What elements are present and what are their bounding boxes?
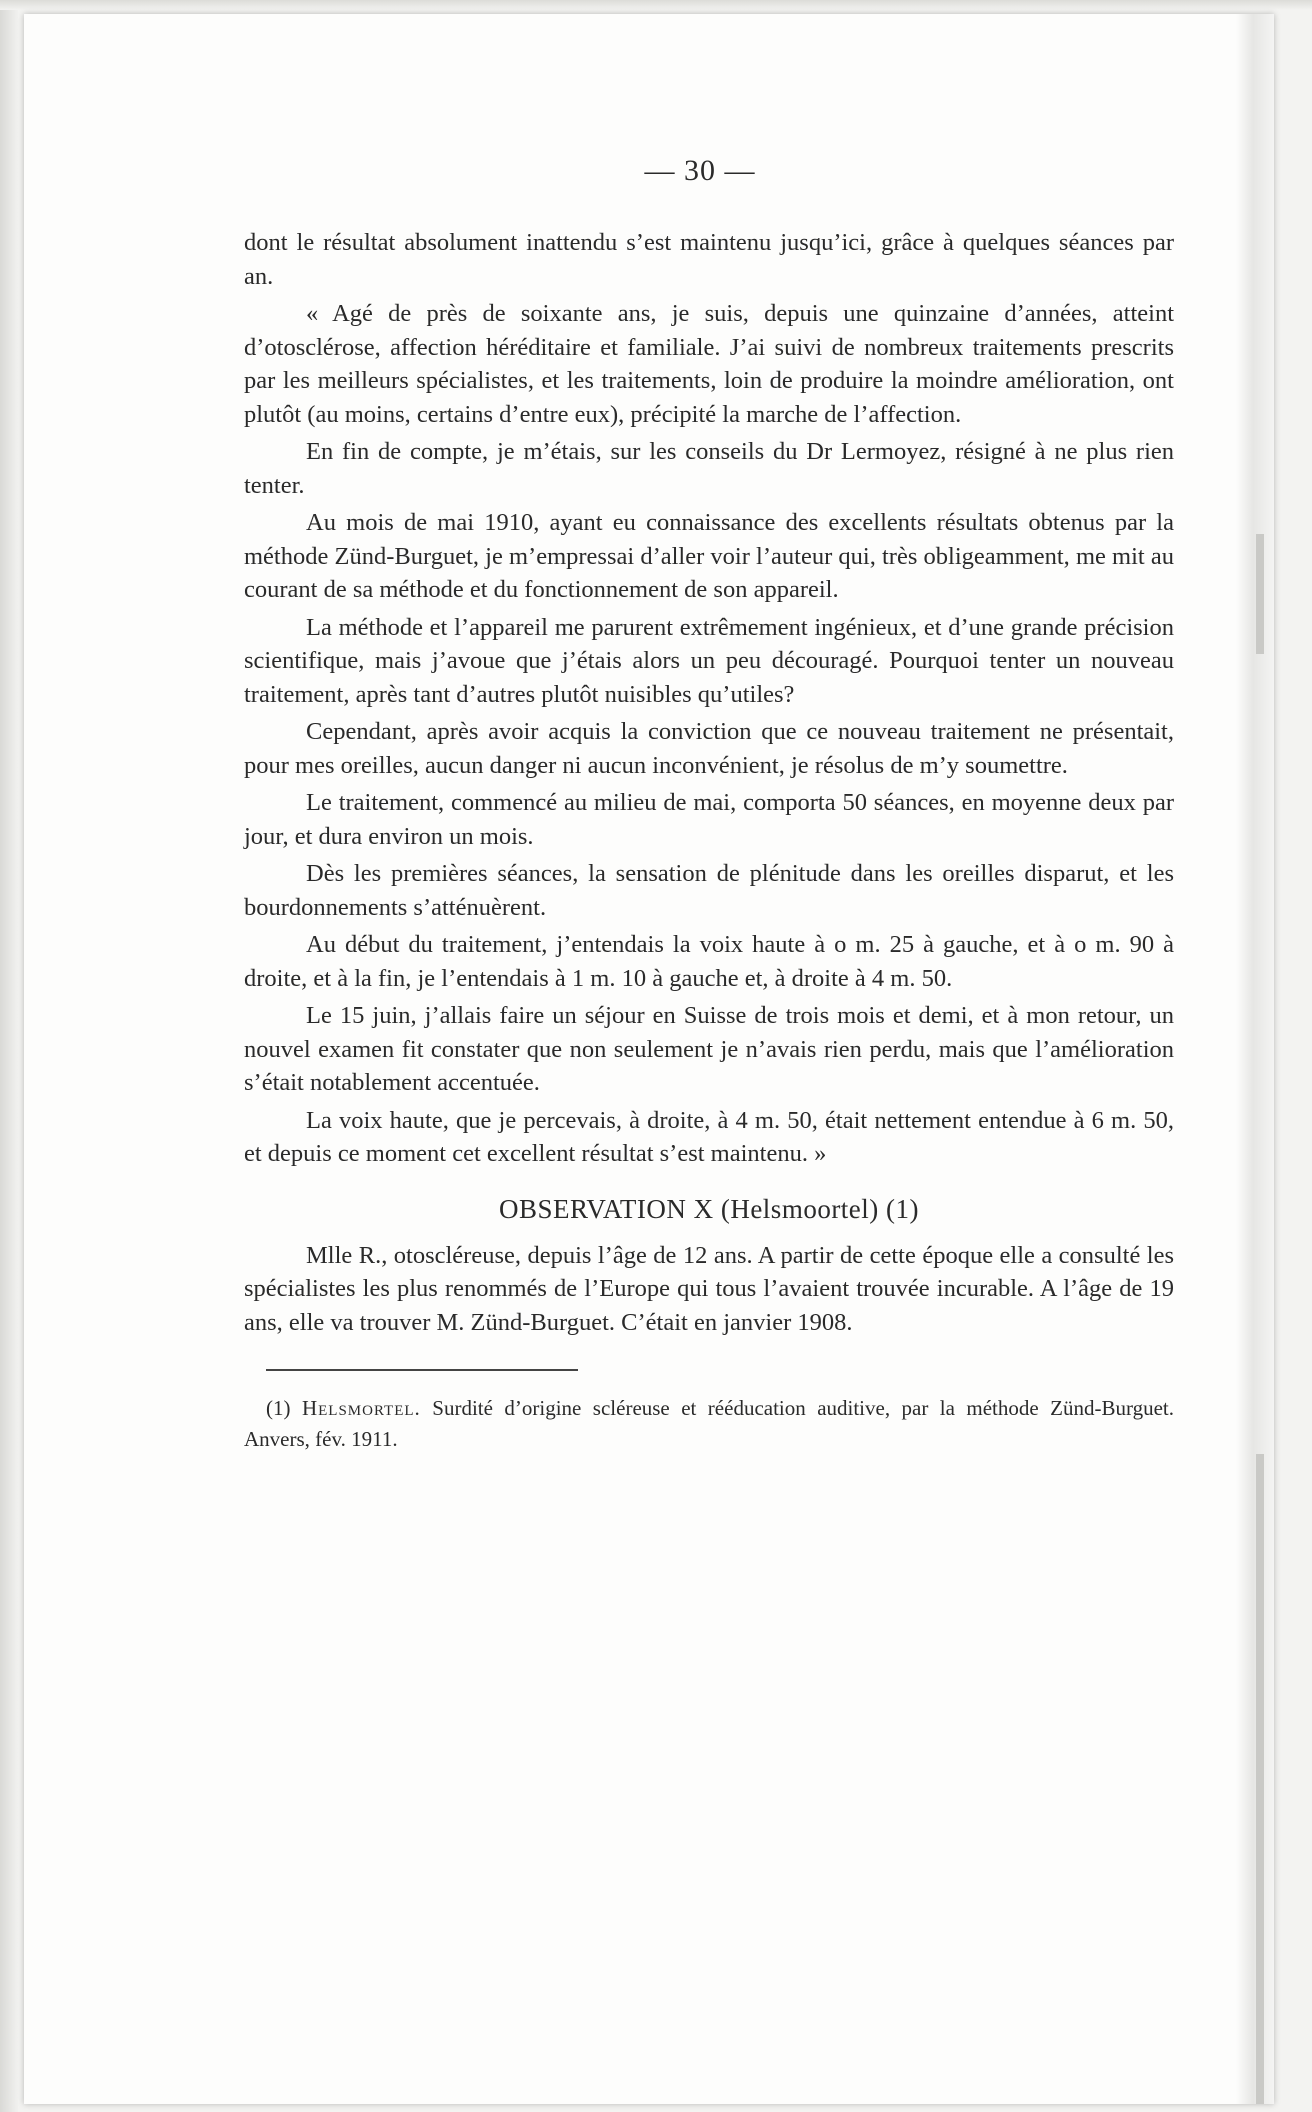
body-text	[244, 226, 1174, 1455]
observation-paragraph: Mlle R., otoscléreuse, depuis l’âge de 12 ans. A partir de cette époque elle a consulté les spécialistes les plus renommés de l’Europe qui tous l’avaient trouvée incurable. A l’âge de 19 ans, elle va trouver M. Zünd-Burguet. C’était en janvier 1908.	[244, 1241, 1174, 1336]
footnote-rule	[266, 1369, 578, 1371]
scan-left-edge	[0, 0, 18, 2112]
scan-top-edge	[0, 0, 1312, 10]
paragraph: dont le résultat absolument inattendu s’est maintenu jusqu’ici, grâce à quelques séances par an.	[244, 229, 1174, 290]
paragraph: Au début du traitement, j’entendais la voix haute à o m. 25 à gauche, et à o m. 90 à droite, et à la fin, je l’entendais à 1 m. 10 à gauche et, à droite à 4 m. 50.	[244, 931, 1174, 992]
paragraph: Cependant, après avoir acquis la conviction que ce nouveau traitement ne présentait, pour mes oreilles, aucun danger ni aucun inconvénient, je résolus de m’y soumettre.	[244, 718, 1174, 779]
paragraph: Au mois de mai 1910, ayant eu connaissance des excellents résultats obtenus par la méthode Zünd-Burguet, je m’empressai d’aller voir l’auteur qui, très obligeamment, me mit au courant de sa méthode et du fonctionnement de son appareil.	[244, 509, 1174, 603]
paragraph: La voix haute, que je percevais, à droite, à 4 m. 50, était nettement entendue à 6 m. 50, et depuis ce moment cet excellent résultat s’est maintenu. »	[244, 1106, 1174, 1167]
paragraph: Dès les premières séances, la sensation de plénitude dans les oreilles disparut, et les bourdonnements s’atténuèrent.	[244, 860, 1174, 921]
paragraph: La méthode et l’appareil me parurent extrêmement ingénieux, et d’une grande précision scientifique, mais j’avoue que j’étais alors un peu découragé. Pourquoi tenter un nouveau traitement, après tant d’autres plutôt nuisibles qu’utiles?	[244, 613, 1174, 708]
fold-mark	[1256, 1454, 1264, 2104]
paragraph: En fin de compte, je m’étais, sur les conseils du Dr Lermoyez, résigné à ne plus rien tenter.	[244, 438, 1174, 499]
section-heading: OBSERVATION X (Helsmoortel) (1)	[498, 1193, 920, 1224]
footnote-marker: (1)	[266, 1396, 291, 1420]
paragraph: Le 15 juin, j’allais faire un séjour en Suisse de trois mois et demi, et à mon retour, un nouvel examen fit constater que non seulement je n’avais rien perdu, mais que l’amélioration s’était notablement accentuée.	[244, 1002, 1174, 1096]
paragraph: Le traitement, commencé au milieu de mai, comporta 50 séances, en moyenne deux par jour, et dura environ un mois.	[244, 789, 1174, 850]
fold-mark	[1256, 534, 1264, 654]
footnote-text: Surdité d’origine scléreuse et rééducation auditive, par la méthode Zünd-Burguet. Anvers, fév. 1911.	[244, 1396, 1175, 1451]
paragraph: « Agé de près de soixante ans, je suis, depuis une quinzaine d’années, atteint d’otosclérose, affection héréditaire et familiale. J’ai suivi de nombreux traitements prescrits par les meilleurs spécialistes, et les traitements, loin de produire la moindre amélioration, ont plutôt (au moins, certains d’entre eux), précipité la marche de l’affection.	[244, 300, 1174, 428]
page-fold-shadow	[1236, 14, 1274, 2104]
footnote-author: Helsmortel.	[301, 1396, 421, 1420]
footnote	[244, 1393, 1174, 1455]
page-number: — 30 —	[644, 154, 756, 187]
